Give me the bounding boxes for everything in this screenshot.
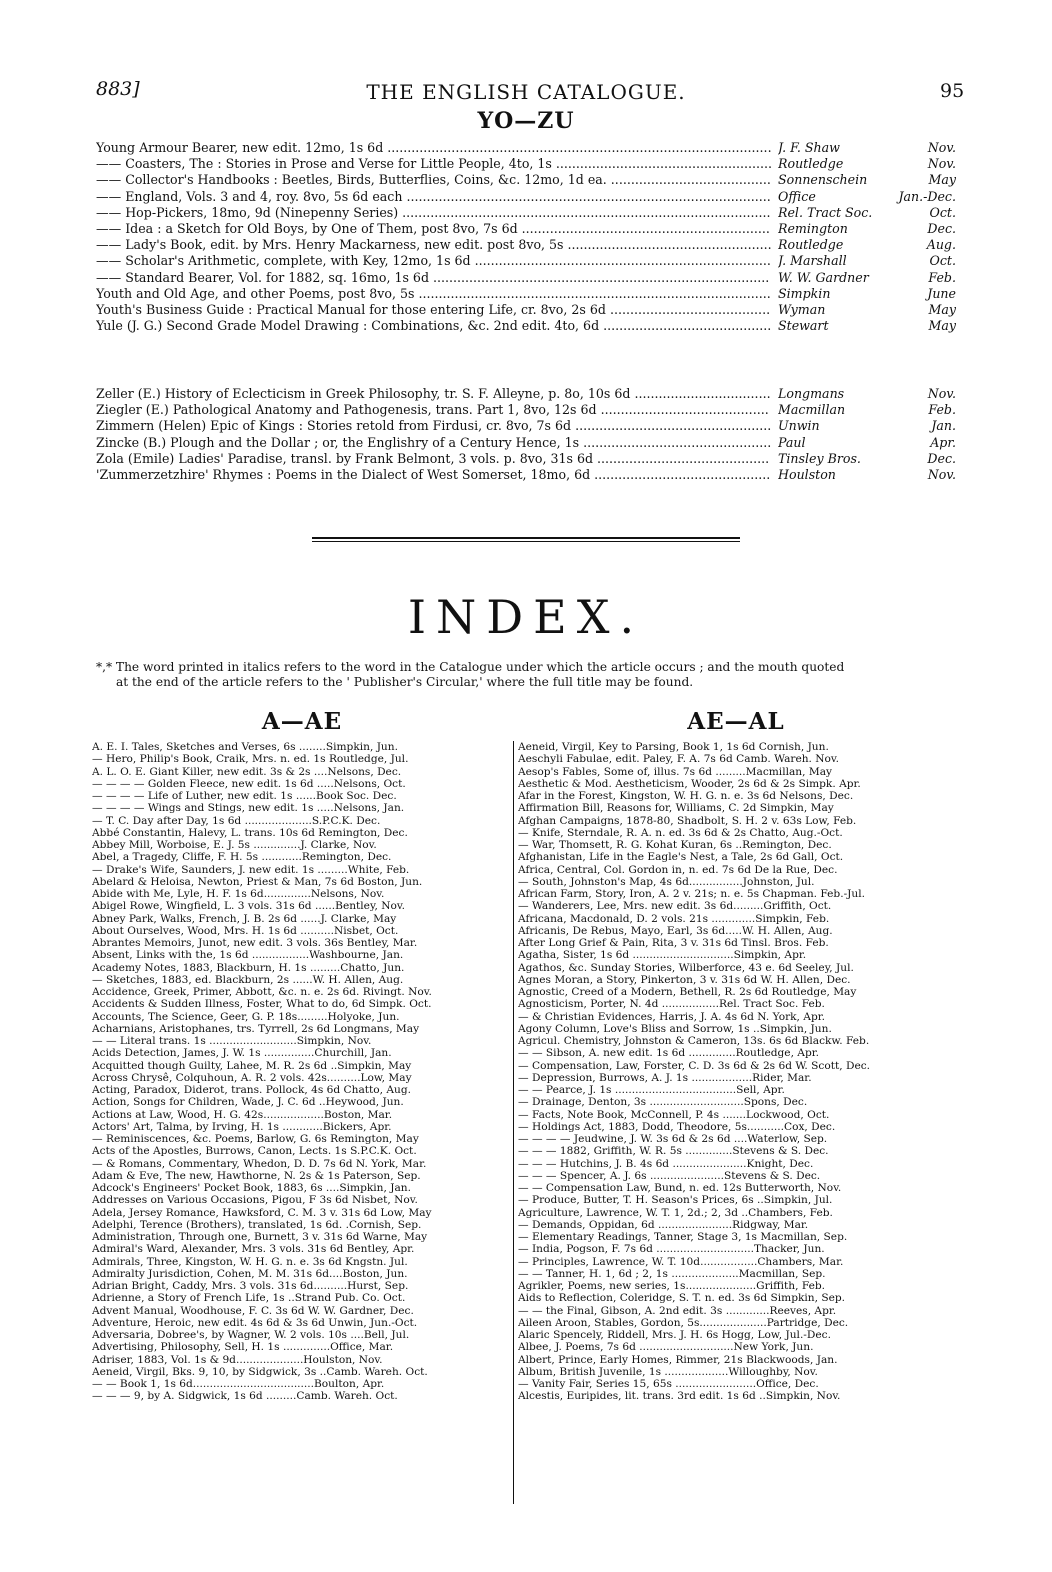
catalogue-entry	[96, 156, 956, 172]
index-entry: Alaric Spencely, Riddell, Mrs. J. H. 6s Hogg, Low, Jul.-Dec.	[518, 1329, 831, 1341]
entry-month: Nov.	[927, 140, 956, 155]
entry-month: Nov.	[927, 156, 956, 172]
index-entry: Adrian Bright, Caddy, Mrs. 3 vols. 31s 6d..........Hurst, Sep.	[92, 1280, 409, 1292]
index-entry: Abel, a Tragedy, Cliffe, F. H. 5s ............Remington, Dec.	[92, 851, 392, 864]
catalogue-entry	[96, 205, 956, 221]
entry-publisher: Tinsley Bros.	[778, 450, 861, 466]
index-entry: Action, Songs for Children, Wade, J. C. 6d ..Heywood, Jun.	[92, 1096, 404, 1109]
index-note-line-2: at the end of the article refers to the ' Publisher's Circular,' where the full title may be found.	[116, 675, 694, 689]
index-entry: Advent Manual, Woodhouse, F. C. 3s 6d W. W. Gardner, Dec.	[92, 1304, 414, 1317]
index-entry: Advertising, Philosophy, Sell, H. 1s ..............Office, Mar.	[92, 1341, 394, 1354]
entry-publisher-date	[778, 451, 956, 467]
index-entry: — — — — Jeudwine, J. W. 3s 6d & 2s 6d ....Waterlow, Sep.	[518, 1133, 828, 1145]
catalogue-entry	[96, 451, 956, 467]
entry-month: Oct.	[929, 204, 956, 220]
index-column-right	[518, 741, 954, 1403]
index-entry: Acharnians, Aristophanes, trs. Tyrrell, 2s 6d Longmans, May	[92, 1022, 420, 1035]
entry-publisher: Longmans	[778, 386, 845, 401]
index-entry: Acquitted though Guilty, Lahee, M. R. 2s 6d ..Simpkin, May	[92, 1059, 412, 1072]
index-entry: Agricul. Chemistry, Johnston & Cameron, 13s. 6s 6d Blackw. Feb.	[518, 1035, 870, 1047]
catalogue-entry	[96, 237, 956, 253]
entry-title: Zeller (E.) History of Eclecticism in Greek Philosophy, tr. S. F. Alleyne, p. 8o, 10s 6d ..................................	[96, 386, 771, 401]
entry-title: Youth's Business Guide : Practical Manual for those entering Life, cr. 8vo, 2s 6d ........................................	[96, 301, 771, 317]
index-entry: Adam & Eve, The new, Hawthorne, N. 2s & 1s Paterson, Sep.	[92, 1169, 421, 1182]
entry-month: June	[927, 285, 956, 301]
index-entry: — War, Thomsett, R. G. Kohat Kuran, 6s ..Remington, Dec.	[518, 839, 832, 851]
index-entry: — Holdings Act, 1883, Dodd, Theodore, 5s...........Cox, Dec.	[518, 1120, 836, 1133]
catalogue-entry	[96, 253, 956, 269]
index-entry: — — Sibson, A. new edit. 1s 6d ..............Routledge, Apr.	[518, 1047, 820, 1060]
entry-publisher-date	[778, 435, 956, 451]
entry-publisher-date	[778, 189, 956, 205]
index-entry: — Reminiscences, &c. Poems, Barlow, G. 6s Remington, May	[92, 1133, 419, 1145]
index-entry: — Compensation, Law, Forster, C. D. 3s 6d & 2s 6d W. Scott, Dec.	[518, 1059, 871, 1072]
index-entry: Adriser, 1883, Vol. 1s & 9d....................Houlston, Nov.	[92, 1353, 383, 1366]
index-entry: Absent, Links with the, 1s 6d .................Washbourne, Jan.	[92, 949, 404, 962]
index-entry: — & Christian Evidences, Harris, J. A. 4s 6d N. York, Apr.	[518, 1010, 825, 1023]
index-entry: — Wanderers, Lee, Mrs. new edit. 3s 6d.........Griffith, Oct.	[518, 900, 832, 913]
index-entry: — Sketches, 1883, ed. Blackburn, 2s ......W. H. Allen, Aug.	[92, 973, 404, 986]
catalogue-entry	[96, 435, 956, 451]
index-entry: — — — Hutchins, J. B. 4s 6d ......................Knight, Dec.	[518, 1157, 814, 1170]
index-entry: Album, British Juvenile, 1s ...................Willoughby, Nov.	[518, 1365, 818, 1378]
catalogue-entry	[96, 172, 956, 188]
index-entry: — — — Spencer, A. J. 6s ......................Stevens & S. Dec.	[518, 1169, 821, 1182]
entry-publisher-date	[778, 253, 956, 269]
entry-month: Jan.-Dec.	[898, 188, 956, 204]
entry-month: Nov.	[927, 466, 956, 482]
entry-publisher-date	[778, 270, 956, 286]
index-entry: — Elementary Readings, Tanner, Stage 3, 1s Macmillan, Sep.	[518, 1231, 848, 1243]
index-entry: — — Pearce, J. 1s ....................................Sell, Apr.	[518, 1084, 785, 1096]
index-entry: After Long Grief & Pain, Rita, 3 v. 31s 6d Tinsl. Bros. Feb.	[518, 937, 829, 949]
entry-publisher: J. Marshall	[778, 253, 847, 269]
index-entry: — Drake's Wife, Saunders, J. new edit. 1s .........White, Feb.	[92, 863, 410, 876]
entry-month: Feb.	[928, 269, 956, 285]
index-column-heading-left: A—AE	[261, 708, 343, 735]
index-entry: Aids to Reflection, Coleridge, S. T. n. ed. 3s 6d Simpkin, Sep.	[518, 1292, 846, 1305]
index-note-line-1: *,* The word printed in italics refers to the word in the Catalogue under which the article occurs ; and the mouth quoted	[96, 660, 845, 674]
entry-title: —— Hop-Pickers, 18mo, 9d (Ninepenny Series) ............................................................................................	[96, 204, 771, 220]
entry-title: —— Lady's Book, edit. by Mrs. Henry Mackarness, new edit. post 8vo, 5s ...................................................	[96, 237, 772, 253]
index-entry: Administration, Through one, Burnett, 3 v. 31s 6d Warne, May	[92, 1231, 428, 1243]
catalogue-list-y	[96, 140, 956, 334]
catalogue-entry	[96, 140, 956, 156]
index-entry: Acting, Paradox, Diderot, trans. Pollock, 4s 6d Chatto, Aug.	[92, 1084, 412, 1096]
entry-publisher-date	[778, 237, 956, 253]
entry-month: Jan.	[931, 418, 956, 434]
entry-publisher-date	[778, 318, 956, 334]
index-entry: Adventure, Heroic, new edit. 4s 6d & 3s 6d Unwin, Jun.-Oct.	[92, 1316, 418, 1329]
index-entry: — — — 9, by A. Sidgwick, 1s 6d .........Camb. Wareh. Oct.	[92, 1390, 398, 1403]
catalogue-entry	[96, 302, 956, 318]
index-entry: — India, Pogson, F. 7s 6d .............................Thacker, Jun.	[518, 1243, 825, 1256]
entry-publisher: Wyman	[778, 301, 826, 317]
index-entry: — — — 1882, Griffith, W. R. 5s ..............Stevens & S. Dec.	[518, 1145, 829, 1158]
page-title: THE ENGLISH CATALOGUE.	[366, 80, 686, 104]
entry-publisher: Simpkin	[778, 285, 831, 301]
entry-publisher: Rel. Tract Soc.	[778, 204, 873, 220]
index-entry: Aeschyli Fabulae, edit. Paley, F. A. 7s 6d Camb. Wareh. Nov.	[518, 753, 840, 766]
entry-publisher-date	[778, 156, 956, 172]
index-entry: African Farm, Story, Iron, A. 2 v. 21s; n. e. 5s Chapman. Feb.-Jul.	[518, 888, 865, 900]
index-entry: Agnes Moran, a Story, Pinkerton, 3 v. 31s 6d W. H. Allen, Dec.	[518, 973, 851, 986]
entry-publisher: Unwin	[778, 418, 820, 434]
index-entry: Agnosticism, Porter, N. 4d .................Rel. Tract Soc. Feb.	[518, 998, 825, 1011]
index-entry: Albee, J. Poems, 7s 6d ............................New York, Jun.	[518, 1341, 814, 1354]
index-entry: Academy Notes, 1883, Blackburn, H. 1s .........Chatto, Jun.	[92, 961, 405, 974]
catalogue-entry	[96, 286, 956, 302]
entry-publisher-date	[778, 221, 956, 237]
index-entry: — T. C. Day after Day, 1s 6d ....................S.P.C.K. Dec.	[92, 814, 381, 827]
index-entry: Abrantes Memoirs, Junot, new edit. 3 vols. 36s Bentley, Mar.	[92, 937, 418, 949]
page-number-right: 95	[940, 80, 965, 102]
index-entry: Aeneid, Virgil, Bks. 9, 10, by Sidgwick, 3s ..Camb. Wareh. Oct.	[92, 1365, 428, 1378]
entry-publisher: Remington	[778, 220, 848, 236]
index-entry: Aeneid, Virgil, Key to Parsing, Book 1, 1s 6d Cornish, Jun.	[518, 741, 829, 753]
entry-month: May	[928, 301, 956, 317]
index-entry: — Drainage, Denton, 3s ............................Spons, Dec.	[518, 1096, 808, 1109]
catalogue-entry	[96, 386, 956, 402]
catalogue-entry	[96, 402, 956, 418]
entry-title: —— Scholar's Arithmetic, complete, with Key, 12mo, 1s 6d ..........................................................................	[96, 253, 771, 269]
index-entry: Actors' Art, Talma, by Irving, H. 1s ............Bickers, Apr.	[92, 1120, 392, 1133]
index-entry: — — the Final, Gibson, A. 2nd edit. 3s .............Reeves, Apr.	[518, 1304, 837, 1317]
entry-publisher: Sonnenschein	[778, 172, 868, 188]
index-entry: Africanis, De Rebus, Mayo, Earl, 3s 6d.....W. H. Allen, Aug.	[518, 924, 833, 937]
entry-publisher-date	[778, 286, 956, 302]
entry-title: Zincke (B.) Plough and the Dollar ; or, the Englishry of a Century Hence, 1s ...............................................	[96, 434, 772, 450]
index-entry: A. L. O. E. Giant Killer, new edit. 3s & 2s ....Nelsons, Dec.	[92, 765, 402, 778]
entry-publisher-date	[778, 418, 956, 434]
entry-publisher: W. W. Gardner	[778, 269, 869, 285]
section-divider	[312, 537, 740, 544]
index-entry: — — Literal trans. 1s ..........................Simpkin, Nov.	[92, 1035, 372, 1047]
entry-month: Dec.	[927, 220, 956, 236]
entry-publisher-date	[778, 302, 956, 318]
entry-publisher: Office	[778, 188, 816, 204]
index-entry: Accidence, Greek, Primer, Abbott, &c. n. e. 2s 6d. Rivingt. Nov.	[92, 986, 432, 998]
page-number-left: 883]	[96, 78, 140, 100]
index-entry: Across Chrysê, Colquhoun, A. R. 2 vols. 42s..........Low, May	[92, 1071, 412, 1084]
index-entry: — — Book 1, 1s 6d....................................Boulton, Apr.	[92, 1378, 385, 1390]
index-entry: Agony Column, Love's Bliss and Sorrow, 1s ..Simpkin, Jun.	[518, 1022, 832, 1035]
entry-publisher-date	[778, 467, 956, 483]
index-note	[96, 660, 956, 690]
entry-title: —— Standard Bearer, Vol. for 1882, sq. 16mo, 1s 6d ....................................................................................	[96, 269, 770, 285]
index-entry: Afar in the Forest, Kingston, W. H. G. n. e. 3s 6d Nelsons, Dec.	[518, 790, 854, 802]
index-entry: Alcestis, Euripides, lit. trans. 3rd edit. 1s 6d ..Simpkin, Nov.	[518, 1390, 841, 1403]
entry-month: Oct.	[929, 253, 956, 269]
index-entry: Acts of the Apostles, Burrows, Canon, Lects. 1s S.P.C.K. Oct.	[92, 1145, 417, 1158]
index-entry: A. E. I. Tales, Sketches and Verses, 6s ........Simpkin, Jun.	[92, 741, 398, 753]
index-entry: Agnostic, Creed of a Modern, Bethell, R. 2s 6d Routledge, May	[518, 986, 857, 998]
index-entry: — Knife, Sterndale, R. A. n. ed. 3s 6d & 2s Chatto, Aug.-Oct.	[518, 826, 843, 839]
index-entry: Agrikler, Poems, new series, 1s.....................Griffith, Feb.	[518, 1280, 826, 1292]
index-entry: Admiral's Ward, Alexander, Mrs. 3 vols. 31s 6d Bentley, Apr.	[92, 1243, 415, 1256]
entry-publisher-date	[778, 402, 956, 418]
index-entry: Abney Park, Walks, French, J. B. 2s 6d ......J. Clarke, May	[92, 912, 397, 925]
index-entry: Agriculture, Lawrence, W. T. 1, 2d.; 2, 3d ..Chambers, Feb.	[518, 1206, 833, 1219]
index-entry: — South, Johnston's Map, 4s 6d................Johnston, Jul.	[518, 875, 815, 888]
catalogue-entry	[96, 318, 956, 334]
entry-title: Youth and Old Age, and other Poems, post 8vo, 5s ........................................................................................	[96, 285, 771, 301]
index-entry: — Demands, Oppidan, 6d ......................Ridgway, Mar.	[518, 1218, 809, 1231]
index-entry: Africana, Macdonald, D. 2 vols. 21s .............Simpkin, Feb.	[518, 912, 830, 925]
index-entry: — & Romans, Commentary, Whedon, D. D. 7s 6d N. York, Mar.	[92, 1157, 427, 1170]
index-entry: Abigel Rowe, Wingfield, L. 3 vols. 31s 6d ......Bentley, Nov.	[92, 900, 406, 913]
entry-publisher: Stewart	[778, 318, 829, 334]
index-entry: — — Compensation Law, Bund, n. ed. 12s Butterworth, Nov.	[518, 1182, 842, 1194]
index-entry: Adrienne, a Story of French Life, 1s ..Strand Pub. Co. Oct.	[92, 1292, 406, 1305]
entry-month: May	[928, 172, 956, 188]
index-entry: — — Tanner, H. 1, 6d ; 2, 1s ....................Macmillan, Sep.	[518, 1267, 826, 1280]
entry-month: Feb.	[928, 402, 956, 418]
entry-publisher-date	[778, 205, 956, 221]
index-entry: Aileen Aroon, Stables, Gordon, 5s....................Partridge, Dec.	[518, 1316, 849, 1329]
index-entry: Adelphi, Terence (Brothers), translated, 1s 6d. .Cornish, Sep.	[92, 1218, 422, 1231]
index-entry: — Produce, Butter, T. H. Season's Prices, 6s ..Simpkin, Jul.	[518, 1194, 833, 1207]
index-column-heading-right: AE—AL	[687, 708, 785, 735]
index-entry: Albert, Prince, Early Homes, Rimmer, 21s Blackwoods, Jan.	[518, 1353, 838, 1366]
index-entry: Admirals, Three, Kingston, W. H. G. n. e. 3s 6d Kngstn. Jul.	[92, 1255, 408, 1268]
index-entry: — Depression, Burrows, A. J. 1s ..................Rider, Mar.	[518, 1071, 812, 1084]
alphabet-range: YO—ZU	[477, 108, 575, 134]
index-entry: — Hero, Philip's Book, Craik, Mrs. n. ed. 1s Routledge, Jul.	[92, 753, 409, 766]
entry-month: Aug.	[926, 237, 956, 253]
index-entry: Adversaria, Dobree's, by Wagner, W. 2 vols. 10s ....Bell, Jul.	[92, 1329, 410, 1341]
index-entry: Addresses on Various Occasions, Pigou, F 3s 6d Nisbet, Nov.	[92, 1194, 418, 1207]
entry-publisher: Paul	[778, 434, 806, 450]
index-entry: Africa, Central, Col. Gordon in, n. ed. 7s 6d De la Rue, Dec.	[518, 863, 838, 876]
index-entry: — — — — Life of Luther, new edit. 1s ......Book Soc. Dec.	[92, 790, 397, 802]
entry-month: Dec.	[927, 450, 956, 466]
entry-publisher-date	[778, 386, 956, 402]
index-entry: — — — — Golden Fleece, new edit. 1s 6d .....Nelsons, Oct.	[92, 777, 406, 790]
index-entry: Actions at Law, Wood, H. G. 42s..................Boston, Mar.	[92, 1108, 393, 1121]
index-entry: Aesop's Fables, Some of, illus. 7s 6d .........Macmillan, May	[518, 765, 832, 778]
index-entry: — — — — Wings and Stings, new edit. 1s .....Nelsons, Jan.	[92, 802, 405, 815]
index-entry: — Vanity Fair, Series 15, 65s ........................Office, Dec.	[518, 1378, 819, 1390]
index-entry: Admiralty Jurisdiction, Cohen, M. M. 31s 6d....Boston, Jun.	[92, 1267, 408, 1280]
entry-month: May	[928, 318, 956, 334]
index-entry: Abelard & Heloisa, Newton, Priest & Man, 7s 6d Boston, Jun.	[92, 875, 423, 888]
catalogue-list-z	[96, 386, 956, 483]
entry-publisher-date	[778, 140, 956, 156]
entry-title: Zola (Emile) Ladies' Paradise, transl. by Frank Belmont, 3 vols. p. 8vo, 31s 6d ...........................................	[96, 450, 770, 466]
entry-publisher: Houlston	[778, 466, 836, 482]
index-entry: — Facts, Note Book, McConnell, P. 4s .......Lockwood, Oct.	[518, 1108, 830, 1121]
index-entry: Accounts, The Science, Geer, G. P. 18s.........Holyoke, Jun.	[92, 1010, 400, 1023]
entry-month: Apr.	[930, 434, 956, 450]
entry-title: Ziegler (E.) Pathological Anatomy and Pathogenesis, trans. Part 1, 8vo, 12s 6d ..........................................	[96, 402, 769, 418]
index-entry: Abbey Mill, Worboise, E. J. 5s ..............J. Clarke, Nov.	[92, 839, 377, 851]
index-entry: Acids Detection, James, J. W. 1s ...............Churchill, Jan.	[92, 1047, 392, 1060]
index-title: INDEX.	[407, 590, 645, 644]
entry-publisher: Routledge	[778, 237, 844, 253]
entry-title: Young Armour Bearer, new edit. 12mo, 1s 6d ................................................................................................	[96, 140, 772, 155]
index-column-left	[92, 741, 512, 1403]
entry-title: 'Zummerzetzhire' Rhymes : Poems in the Dialect of West Somerset, 18mo, 6d ............................................	[96, 466, 771, 482]
index-entry: Abbé Constantin, Halevy, L. trans. 10s 6d Remington, Dec.	[92, 826, 408, 839]
index-entry: Affirmation Bill, Reasons for, Williams, C. 2d Simpkin, May	[518, 802, 834, 815]
catalogue-entry	[96, 221, 956, 237]
index-entry: Agatha, Sister, 1s 6d ..............................Simpkin, Apr.	[518, 949, 807, 962]
entry-title: —— Idea : a Sketch for Old Boys, by One of Them, post 8vo, 7s 6d ..............................................................	[96, 220, 770, 236]
entry-title: Yule (J. G.) Second Grade Model Drawing : Combinations, &c. 2nd edit. 4to, 6d ..........................................	[96, 318, 772, 334]
entry-title: —— Collector's Handbooks : Beetles, Birds, Butterflies, Coins, &c. 12mo, 1d ea. ........................................	[96, 172, 771, 188]
catalogue-entry	[96, 189, 956, 205]
index-entry: Aesthetic & Mod. Aestheticism, Wooder, 2s 6d & 2s Simpk. Apr.	[518, 777, 861, 790]
entry-publisher: Macmillan	[778, 402, 846, 418]
entry-title: —— Coasters, The : Stories in Prose and Verse for Little People, 4to, 1s ......................................................	[96, 156, 772, 172]
index-entry: Accidents & Sudden Illness, Foster, What to do, 6d Simpk. Oct.	[92, 998, 432, 1011]
index-entry: Adela, Jersey Romance, Hawksford, C. M. 3 v. 31s 6d Low, May	[92, 1206, 432, 1219]
column-rule	[513, 741, 514, 1504]
entry-publisher: Routledge	[778, 156, 844, 172]
entry-title: —— England, Vols. 3 and 4, roy. 8vo, 5s 6d each ...........................................................................................	[96, 188, 771, 204]
catalogue-entry	[96, 418, 956, 434]
entry-publisher-date	[778, 172, 956, 188]
index-entry: Adcock's Engineers' Pocket Book, 1883, 6s ....Simpkin, Jan.	[92, 1182, 411, 1194]
entry-month: Nov.	[927, 386, 956, 401]
index-entry: Abide with Me, Lyle, H. F. 1s 6d..............Nelsons, Nov.	[92, 888, 385, 900]
catalogue-entry	[96, 270, 956, 286]
catalogue-entry	[96, 467, 956, 483]
index-entry: Afghan Campaigns, 1878-80, Shadbolt, S. H. 2 v. 63s Low, Feb.	[518, 814, 857, 827]
index-entry: Afghanistan, Life in the Eagle's Nest, a Tale, 2s 6d Gall, Oct.	[518, 851, 844, 864]
index-entry: — Principles, Lawrence, W. T. 10d.................Chambers, Mar.	[518, 1255, 844, 1268]
entry-title: Zimmern (Helen) Epic of Kings : Stories retold from Firdusi, cr. 8vo, 7s 6d .................................................	[96, 418, 772, 434]
index-entry: Agathos, &c. Sunday Stories, Wilberforce, 43 e. 6d Seeley, Jul.	[518, 961, 854, 974]
index-entry: About Ourselves, Wood, Mrs. H. 1s 6d ..........Nisbet, Oct.	[92, 924, 399, 937]
entry-publisher: J. F. Shaw	[778, 140, 840, 155]
